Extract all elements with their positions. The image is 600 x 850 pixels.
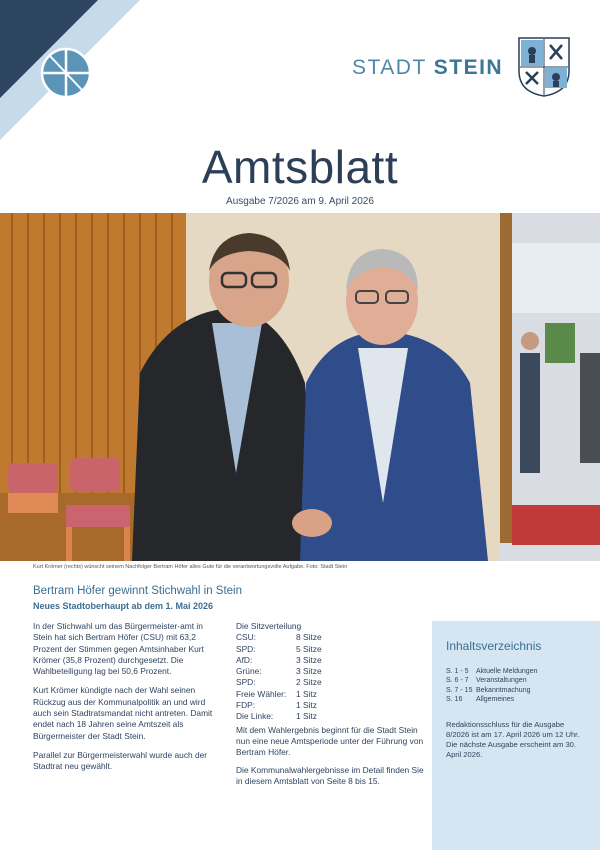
photo-caption: Kurt Krömer (rechts) wünscht seinem Nachfolger Bertram Höfer alles Gute für die verantwortungsvolle Aufgabe. Foto: Stadt Stein <box>33 564 348 570</box>
toc-pages: S. 7 - 15 <box>446 686 473 694</box>
article-column-2 <box>236 621 426 793</box>
toc-label: Aktuelle Meldungen <box>476 668 538 675</box>
toc-title: Inhaltsverzeichnis <box>446 639 542 653</box>
article-subheadline: Neues Stadtoberhaupt ab dem 1. Mai 2026 <box>33 601 214 611</box>
article-paragraph: Mit dem Wahlergebnis beginnt für die Stadt Stein nun eine neue Amtsperiode unter der Führung von Bertram Höfer. <box>236 724 424 758</box>
article-column-1 <box>33 621 223 781</box>
toc-pages: S. 1 - 5 <box>446 668 469 675</box>
seat-count: 1 Sitz <box>296 688 317 699</box>
article-headline: Bertram Höfer gewinnt Stichwahl in Stein <box>33 585 243 597</box>
article-paragraph: Kurt Krömer kündigte nach der Wahl seinen Rückzug aus der Kommunalpolitik an und wird auch sein Stadtratsmandat nicht antreten. Damit endet nach 18 Jahren seine Amtszeit als Bürgermeister der Stadt Stein. <box>33 685 213 741</box>
seat-count: 5 Sitze <box>296 643 322 654</box>
toc-pages: S. 6 - 7 <box>446 677 469 685</box>
corner-logo-graphic <box>0 0 140 140</box>
seat-row <box>236 677 426 688</box>
seat-row <box>236 632 426 643</box>
toc-pages: S. 16 <box>446 696 463 704</box>
toc-label: Allgemeines <box>476 696 515 704</box>
page-title: Amtsblatt <box>201 141 399 193</box>
seat-row <box>236 655 426 666</box>
seat-count: 1 Sitz <box>296 711 317 722</box>
coat-of-arms-icon <box>518 37 570 97</box>
table-of-contents <box>432 621 600 850</box>
seat-count: 8 Sitze <box>296 632 322 643</box>
brand-bold: STEIN <box>433 56 504 79</box>
article-paragraph: In der Stichwahl um das Bürgermeister-amt in Stein hat sich Bertram Höfer (CSU) mit 63,2 Prozent der Stimmen gegen Amtsinhaber Kurt Krömer (35,8 Prozent) durchgesetzt. Die Wahlbeteiligung lag bei 50,6 Prozent. <box>33 621 204 677</box>
toc-label: Veranstaltungen <box>476 677 527 685</box>
toc-item[interactable] <box>446 676 588 685</box>
issue-date: Ausgabe 7/2026 am 9. April 2026 <box>226 196 374 207</box>
toc-deadline-note: Redaktionsschluss für die Ausgabe 8/2026 ist am 17. April 2026 um 12 Uhr. Die nächste Ausgabe erscheint am 30. April 2026. <box>446 719 580 759</box>
seat-count: 1 Sitz <box>296 700 317 711</box>
seat-party: SPD: <box>236 643 256 654</box>
seat-row <box>236 644 426 655</box>
seat-party: CSU: <box>236 632 257 643</box>
seat-party: Grüne: <box>236 666 262 677</box>
seat-party: FDP: <box>236 700 256 711</box>
seat-heading: Die Sitzverteilung <box>236 621 302 631</box>
seat-row <box>236 689 426 700</box>
toc-item[interactable] <box>446 686 588 695</box>
seat-count: 3 Sitze <box>296 666 322 677</box>
cover-photo <box>0 213 600 561</box>
seat-row <box>236 711 426 722</box>
brand-light: STADT <box>352 56 427 79</box>
toc-label: Bekanntmachung <box>476 686 531 694</box>
seat-count: 3 Sitze <box>296 654 322 665</box>
seat-row <box>236 666 426 677</box>
seat-row <box>236 700 426 711</box>
seat-list <box>236 632 426 722</box>
toc-item[interactable] <box>446 695 588 704</box>
article-paragraph: Parallel zur Bürgermeisterwahl wurde auch der Stadtrat neu gewählt. <box>33 749 208 772</box>
seat-party: AfD: <box>236 654 253 665</box>
city-brand <box>352 56 503 80</box>
seat-party: Freie Wähler: <box>236 688 287 699</box>
article-paragraph: Die Kommunalwahlergebnisse im Detail finden Sie in diesem Amtsblatt von Seite 8 bis 15. <box>236 764 424 786</box>
seat-party: Die Linke: <box>236 711 274 722</box>
seat-party: SPD: <box>236 677 256 688</box>
toc-item[interactable] <box>446 667 588 676</box>
seat-count: 2 Sitze <box>296 677 322 688</box>
